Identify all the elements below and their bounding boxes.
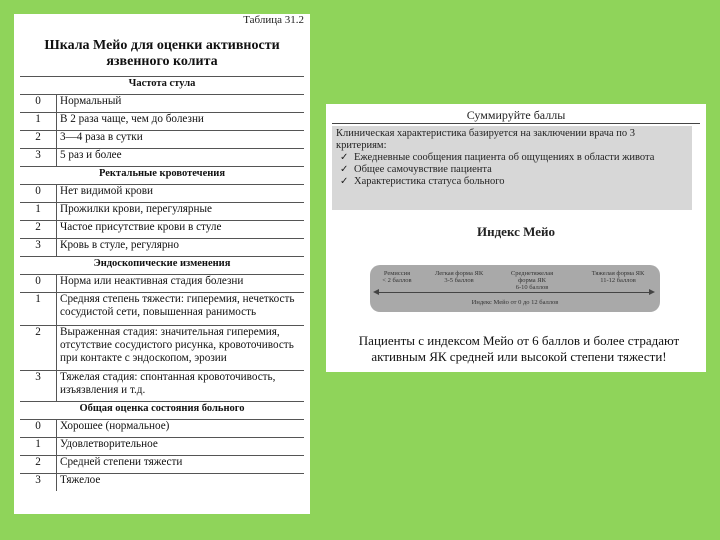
score-cell: 2 [20,456,57,474]
score-cell: 2 [20,326,57,371]
score-cell: 3 [20,239,57,257]
criteria-item: ✓ Ежедневные сообщения пациента об ощущениях в области живота [340,152,655,163]
category-mild: Легкая форма ЯК 3-5 баллов [434,270,484,284]
mayo-index-title: Индекс Мейо [477,224,555,239]
checkmark-icon: ✓ [340,164,349,175]
section-header-general: Общая оценка состояния больного [20,402,304,420]
category-severe: Тяжелая форма ЯК 11-12 баллов [591,270,645,284]
criterion-cell: Нет видимой крови [57,185,305,203]
criterion-cell: Выраженная стадия: значительная гиперемия, отсутствие сосудистого рисунка, кровоточивость при контакте с эндоскопом, эрозии [57,326,305,371]
section-header-endoscopy: Эндоскопические изменения [20,257,304,275]
mayo-score-table [20,76,304,491]
sum-scores-title: Суммируйте баллы [466,108,566,122]
category-moderate: Среднетяжелая форма ЯК 6-10 баллов [510,270,554,291]
criterion-cell: Средняя степень тяжести: гиперемия, нечеткость сосудистой сети, повышенная ранимость [57,293,305,326]
index-range-text: Индекс Мейо от 0 до 12 баллов [471,299,559,306]
criteria-item: ✓ Характеристика статуса больного [340,176,505,187]
criterion-cell: Кровь в стуле, регулярно [57,239,305,257]
score-cell: 3 [20,474,57,492]
section-header-bleeding: Ректальные кровотечения [20,167,304,185]
criterion-cell: Частое присутствие крови в стуле [57,221,305,239]
criterion-cell: Удовлетворительное [57,438,305,456]
range-arrow [378,292,650,293]
criteria-item: ✓ Общее самочувствие пациента [340,164,492,175]
clinical-intro: Клиническая характеристика базируется на заключении врача по 3 критериям: [336,128,636,151]
score-cell: 1 [20,438,57,456]
score-cell: 3 [20,371,57,402]
mayo-table-panel [14,14,310,514]
criterion-cell: 5 раз и более [57,149,305,167]
score-cell: 0 [20,275,57,293]
criterion-cell: Хорошее (нормальное) [57,420,305,438]
score-cell: 1 [20,293,57,326]
criterion-cell: 3—4 раза в сутки [57,131,305,149]
score-cell: 0 [20,420,57,438]
score-cell: 0 [20,185,57,203]
clinical-criteria-box [332,126,692,210]
category-remission: Ремиссия < 2 баллов [382,270,412,284]
mayo-index-panel [326,104,706,372]
criterion-cell: Нормальный [57,95,305,113]
criterion-cell: В 2 раза чаще, чем до болезни [57,113,305,131]
score-cell: 2 [20,131,57,149]
section-header-stool: Частота стула [20,77,304,95]
criterion-cell: Средней степени тяжести [57,456,305,474]
conclusion-text: Пациенты с индексом Мейо от 6 баллов и более страдают активным ЯК средней или высокой степени тяжести! [358,333,680,364]
score-cell: 2 [20,221,57,239]
criteria-list [336,152,688,188]
checkmark-icon: ✓ [340,152,349,163]
criterion-cell: Норма или неактивная стадия болезни [57,275,305,293]
score-cell: 1 [20,113,57,131]
divider [332,123,700,124]
score-cell: 0 [20,95,57,113]
checkmark-icon: ✓ [340,176,349,187]
criterion-cell: Прожилки крови, перегулярные [57,203,305,221]
criterion-cell: Тяжелое [57,474,305,492]
table-title: Шкала Мейо для оценки активности язвенного колита [44,38,280,69]
criterion-cell: Тяжелая стадия: спонтанная кровоточивость, изъязвления и т.д. [57,371,305,402]
table-number: Таблица 31.2 [243,14,304,26]
score-cell: 1 [20,203,57,221]
score-cell: 3 [20,149,57,167]
